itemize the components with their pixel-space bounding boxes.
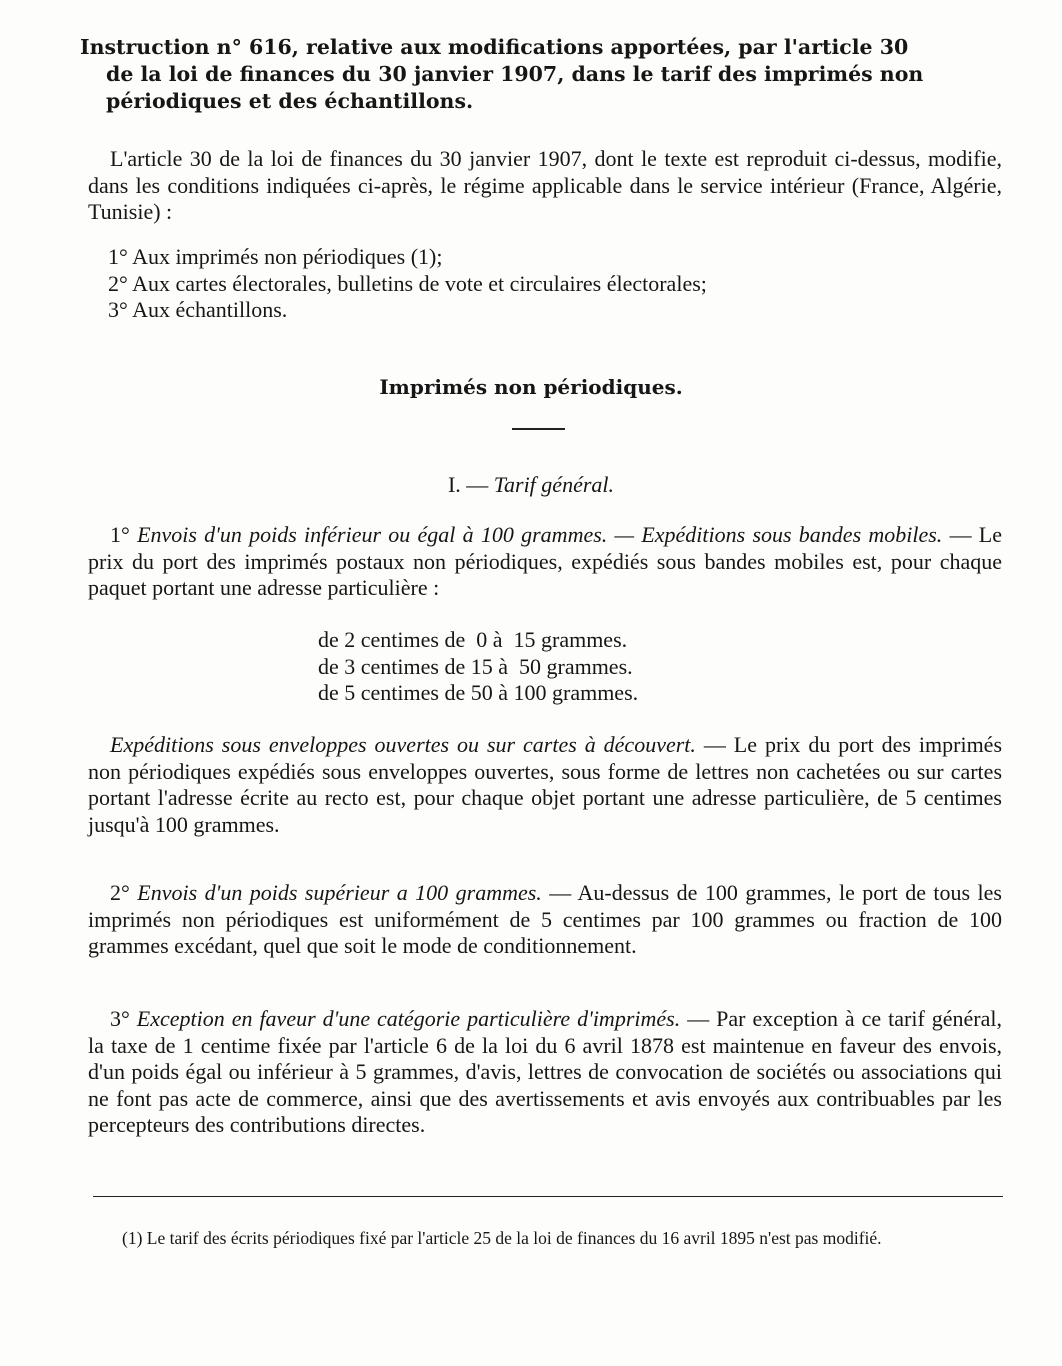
paragraph-italic-title: Envois d'un poids supérieur a 100 grammes.	[137, 880, 542, 905]
applicability-list	[108, 244, 908, 324]
tariff-row: de 5 centimes de 50 à 100 grammes.	[318, 680, 639, 705]
tariff-row: de 3 centimes de 15 à 50 grammes.	[318, 653, 633, 679]
paragraph-number: 2°	[110, 880, 130, 905]
intro-paragraph: L'article 30 de la loi de finances du 30 janvier 1907, dont le texte est reproduit ci-dessus, modifie, dans les conditions indiquées ci-après, le régime applicable dans le service intérieur (France, Algérie, Tunisie) :	[88, 146, 1002, 224]
paragraph-4	[88, 1006, 1002, 1139]
tariff-table	[318, 627, 638, 707]
paragraph-3	[88, 880, 1002, 960]
paragraph-italic-title: Envois d'un poids inférieur ou égal à 100 grammes. — Expéditions sous bandes mobiles.	[137, 522, 943, 547]
footnote-separator	[93, 1196, 1003, 1197]
paragraph-text: — Le prix du port des imprimés postaux non périodiques, expédiés sous bandes mobiles est, pour chaque paquet portant une adresse particulière :	[88, 522, 1003, 600]
subsection-number: I. —	[447, 472, 489, 497]
paragraph-italic-title: Expéditions sous enveloppes ouvertes ou sur cartes à découvert.	[110, 732, 696, 757]
paragraph-text: — Le prix du port des imprimés non périodiques expédiés sous enveloppes ouvertes, sous forme de lettres non cachetées ou sur cartes portant l'adresse écrite au recto est, pour chaque objet portant une adresse particulière, de 5 centimes jusqu'à 100 grammes.	[88, 732, 1003, 837]
paragraph-2	[88, 732, 1002, 838]
paragraph-text: — Par exception à ce tarif général, la taxe de 1 centime fixée par l'article 6 de la loi du 6 avril 1878 est maintenue en faveur des envois, d'un poids égal ou inférieur à 5 grammes, d'avis, lettres de convocation de sociétés ou associations qui ne font pas acte de commerce, ainsi que des avertissements et avis envoyés aux contribuables par les percepteurs des contributions directes.	[88, 1006, 1003, 1137]
tariff-row: de 2 centimes de 0 à 15 grammes.	[318, 627, 628, 652]
heading-line-2: de la loi de finances du 30 janvier 1907, dans le tarif des imprimés non	[106, 62, 924, 86]
section-title: Imprimés non périodiques.	[379, 375, 683, 399]
list-item: 2° Aux cartes électorales, bulletins de vote et circulaires électorales;	[108, 270, 707, 296]
paragraph-text: — Au-dessus de 100 grammes, le port de tous les imprimés non périodiques est uniformément de 5 centimes par 100 grammes ou fraction de 100 grammes excédant, quel que soit le mode de conditionnement.	[88, 880, 1002, 958]
heading-line-1: Instruction n° 616, relative aux modifications apportées, par l'article 30	[80, 35, 909, 59]
footnote: (1) Le tarif des écrits périodiques fixé par l'article 25 de la loi de finances du 16 avril 1895 n'est pas modifié.	[122, 1228, 882, 1248]
subsection-name: Tarif général.	[493, 472, 615, 497]
paragraph-number: 3°	[110, 1006, 130, 1031]
list-item: 3° Aux échantillons.	[108, 297, 288, 322]
heading-line-3: périodiques et des échantillons.	[106, 89, 474, 113]
paragraph-number: 1°	[110, 522, 130, 547]
subsection-title	[0, 472, 1062, 498]
paragraph-1	[88, 522, 1002, 602]
list-item: 1° Aux imprimés non périodiques (1);	[108, 244, 443, 269]
section-divider	[512, 428, 565, 430]
document-heading	[80, 34, 990, 115]
paragraph-italic-title: Exception en faveur d'une catégorie particulière d'imprimés.	[136, 1006, 681, 1031]
